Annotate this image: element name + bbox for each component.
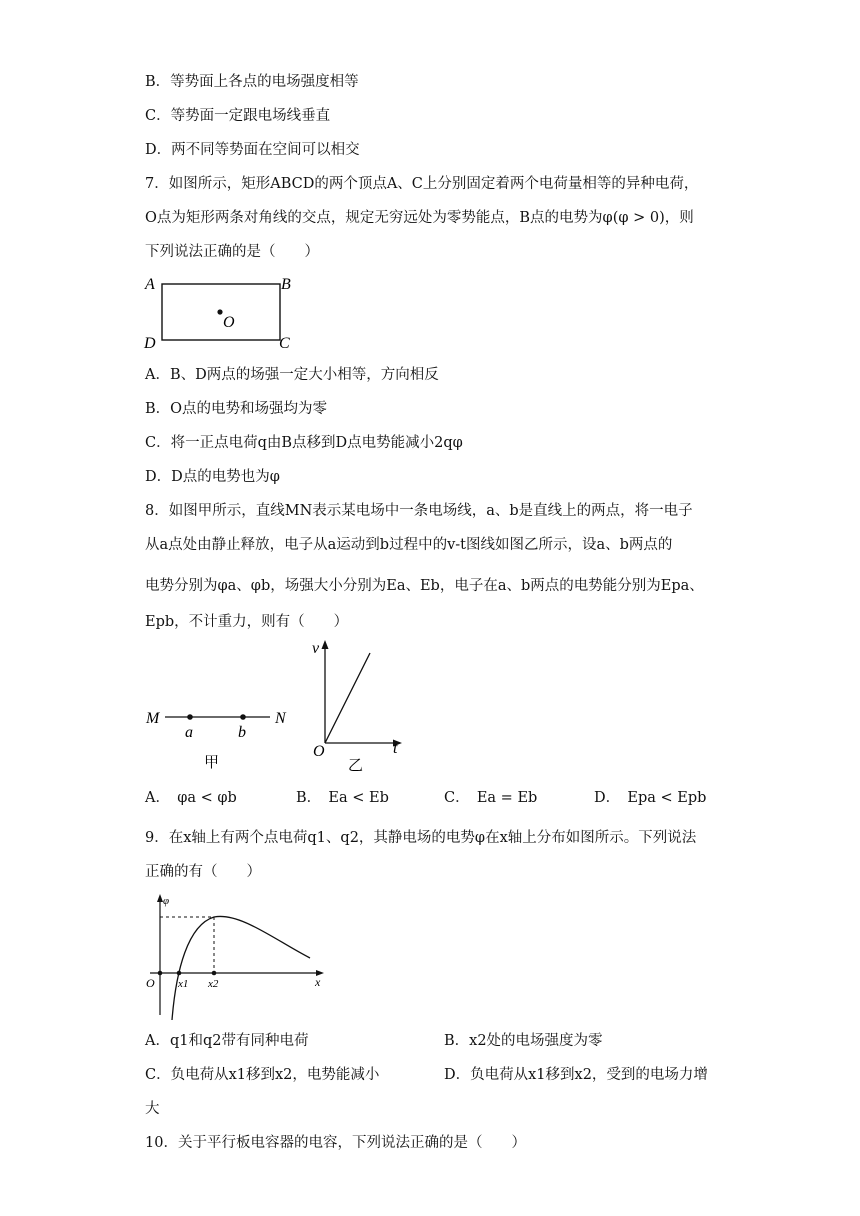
label-a: a [185,724,193,741]
point-b [240,714,246,720]
q8-option-a: A． φa < φb [145,790,237,806]
q7-option-a: A．B、D两点的场强一定大小相等，方向相反 [145,367,439,383]
q9-stem-line-1: 9．在x轴上有两个点电荷q1、q2，其静电场的电势φ在x轴上分布如图所示。下列说法 [145,830,697,846]
point-x1 [177,971,182,976]
point-a [187,714,193,720]
label-n: N [275,710,286,727]
q7-stem-line-2: O点为矩形两条对角线的交点，规定无穷远处为零势能点，B点的电势为φ(φ > 0)，则 [145,210,694,226]
vt-line [325,653,370,743]
q8-figure-jia [140,700,300,775]
label-d: D [144,335,156,352]
q7-stem-line-3: 下列说法正确的是（ ） [145,244,319,260]
q6-option-b: B．等势面上各点的电场强度相等 [145,74,359,90]
v-axis-arrow [322,640,329,649]
caption-jia: 甲 [204,755,220,771]
q9-option-d: D．负电荷从x1移到x2，受到的电场力增 [444,1067,708,1083]
q7-option-c: C．将一正点电荷q由B点移到D点电势能减小2qφ [145,435,463,451]
q7-option-b: B．O点的电势和场强均为零 [145,401,328,417]
q8-option-b: B． Ea < Eb [296,790,389,806]
q8-stem-line-4: Epb，不计重力，则有（ ） [145,614,349,630]
q7-option-d: D．D点的电势也为φ [145,469,280,485]
q8-option-d: D． Epa < Epb [594,790,707,806]
point-o [217,309,222,314]
label-t: t [393,740,398,757]
origin-point [158,971,163,976]
q8-stem-line-3: 电势分别为φa、φb，场强大小分别为Ea、Eb，电子在a、b两点的电势能分别为Epa、 [145,578,704,594]
label-x1: x1 [178,978,189,990]
q9-option-b: B．x2处的电场强度为零 [444,1033,603,1049]
label-a: A [145,276,155,293]
label-o: O [146,976,155,990]
label-m: M [146,710,160,727]
label-o: O [223,314,235,331]
label-b: B [281,276,291,293]
q7-stem-line-1: 7．如图所示，矩形ABCD的两个顶点A、C上分别固定着两个电荷量相等的异种电荷， [145,176,699,192]
label-phi: φ [163,895,170,907]
potential-curve [172,916,310,1020]
q9-option-a: A．q1和q2带有同种电荷 [145,1033,309,1049]
q7-rectangle-figure [140,272,300,352]
q8-stem-line-1: 8．如图甲所示，直线MN表示某电场中一条电场线，a、b是直线上的两点，将一电子 [145,503,693,519]
q8-figure-yi-vt-graph [310,638,410,773]
q10-stem-line-1: 10．关于平行板电容器的电容，下列说法正确的是（ ） [145,1135,526,1151]
q8-option-c: C． Ea = Eb [444,790,538,806]
label-x: x [315,975,321,989]
label-c: C [279,335,290,352]
q9-stem-line-2: 正确的有（ ） [145,864,261,880]
caption-yi: 乙 [348,758,364,774]
q6-option-d: D．两不同等势面在空间可以相交 [145,142,360,158]
label-x2: x2 [208,978,219,990]
label-b: b [238,724,246,741]
label-o: O [313,743,325,760]
point-x2 [212,971,217,976]
q9-potential-graph [140,890,340,1025]
q9-option-c: C．负电荷从x1移到x2，电势能减小 [145,1067,380,1083]
q8-stem-line-2: 从a点处由静止释放，电子从a运动到b过程中的v-t图线如图乙所示，设a、b两点的 [145,537,673,553]
q9-option-d-continued: 大 [145,1101,160,1117]
label-v: v [312,640,320,657]
q6-option-c: C．等势面一定跟电场线垂直 [145,108,331,124]
